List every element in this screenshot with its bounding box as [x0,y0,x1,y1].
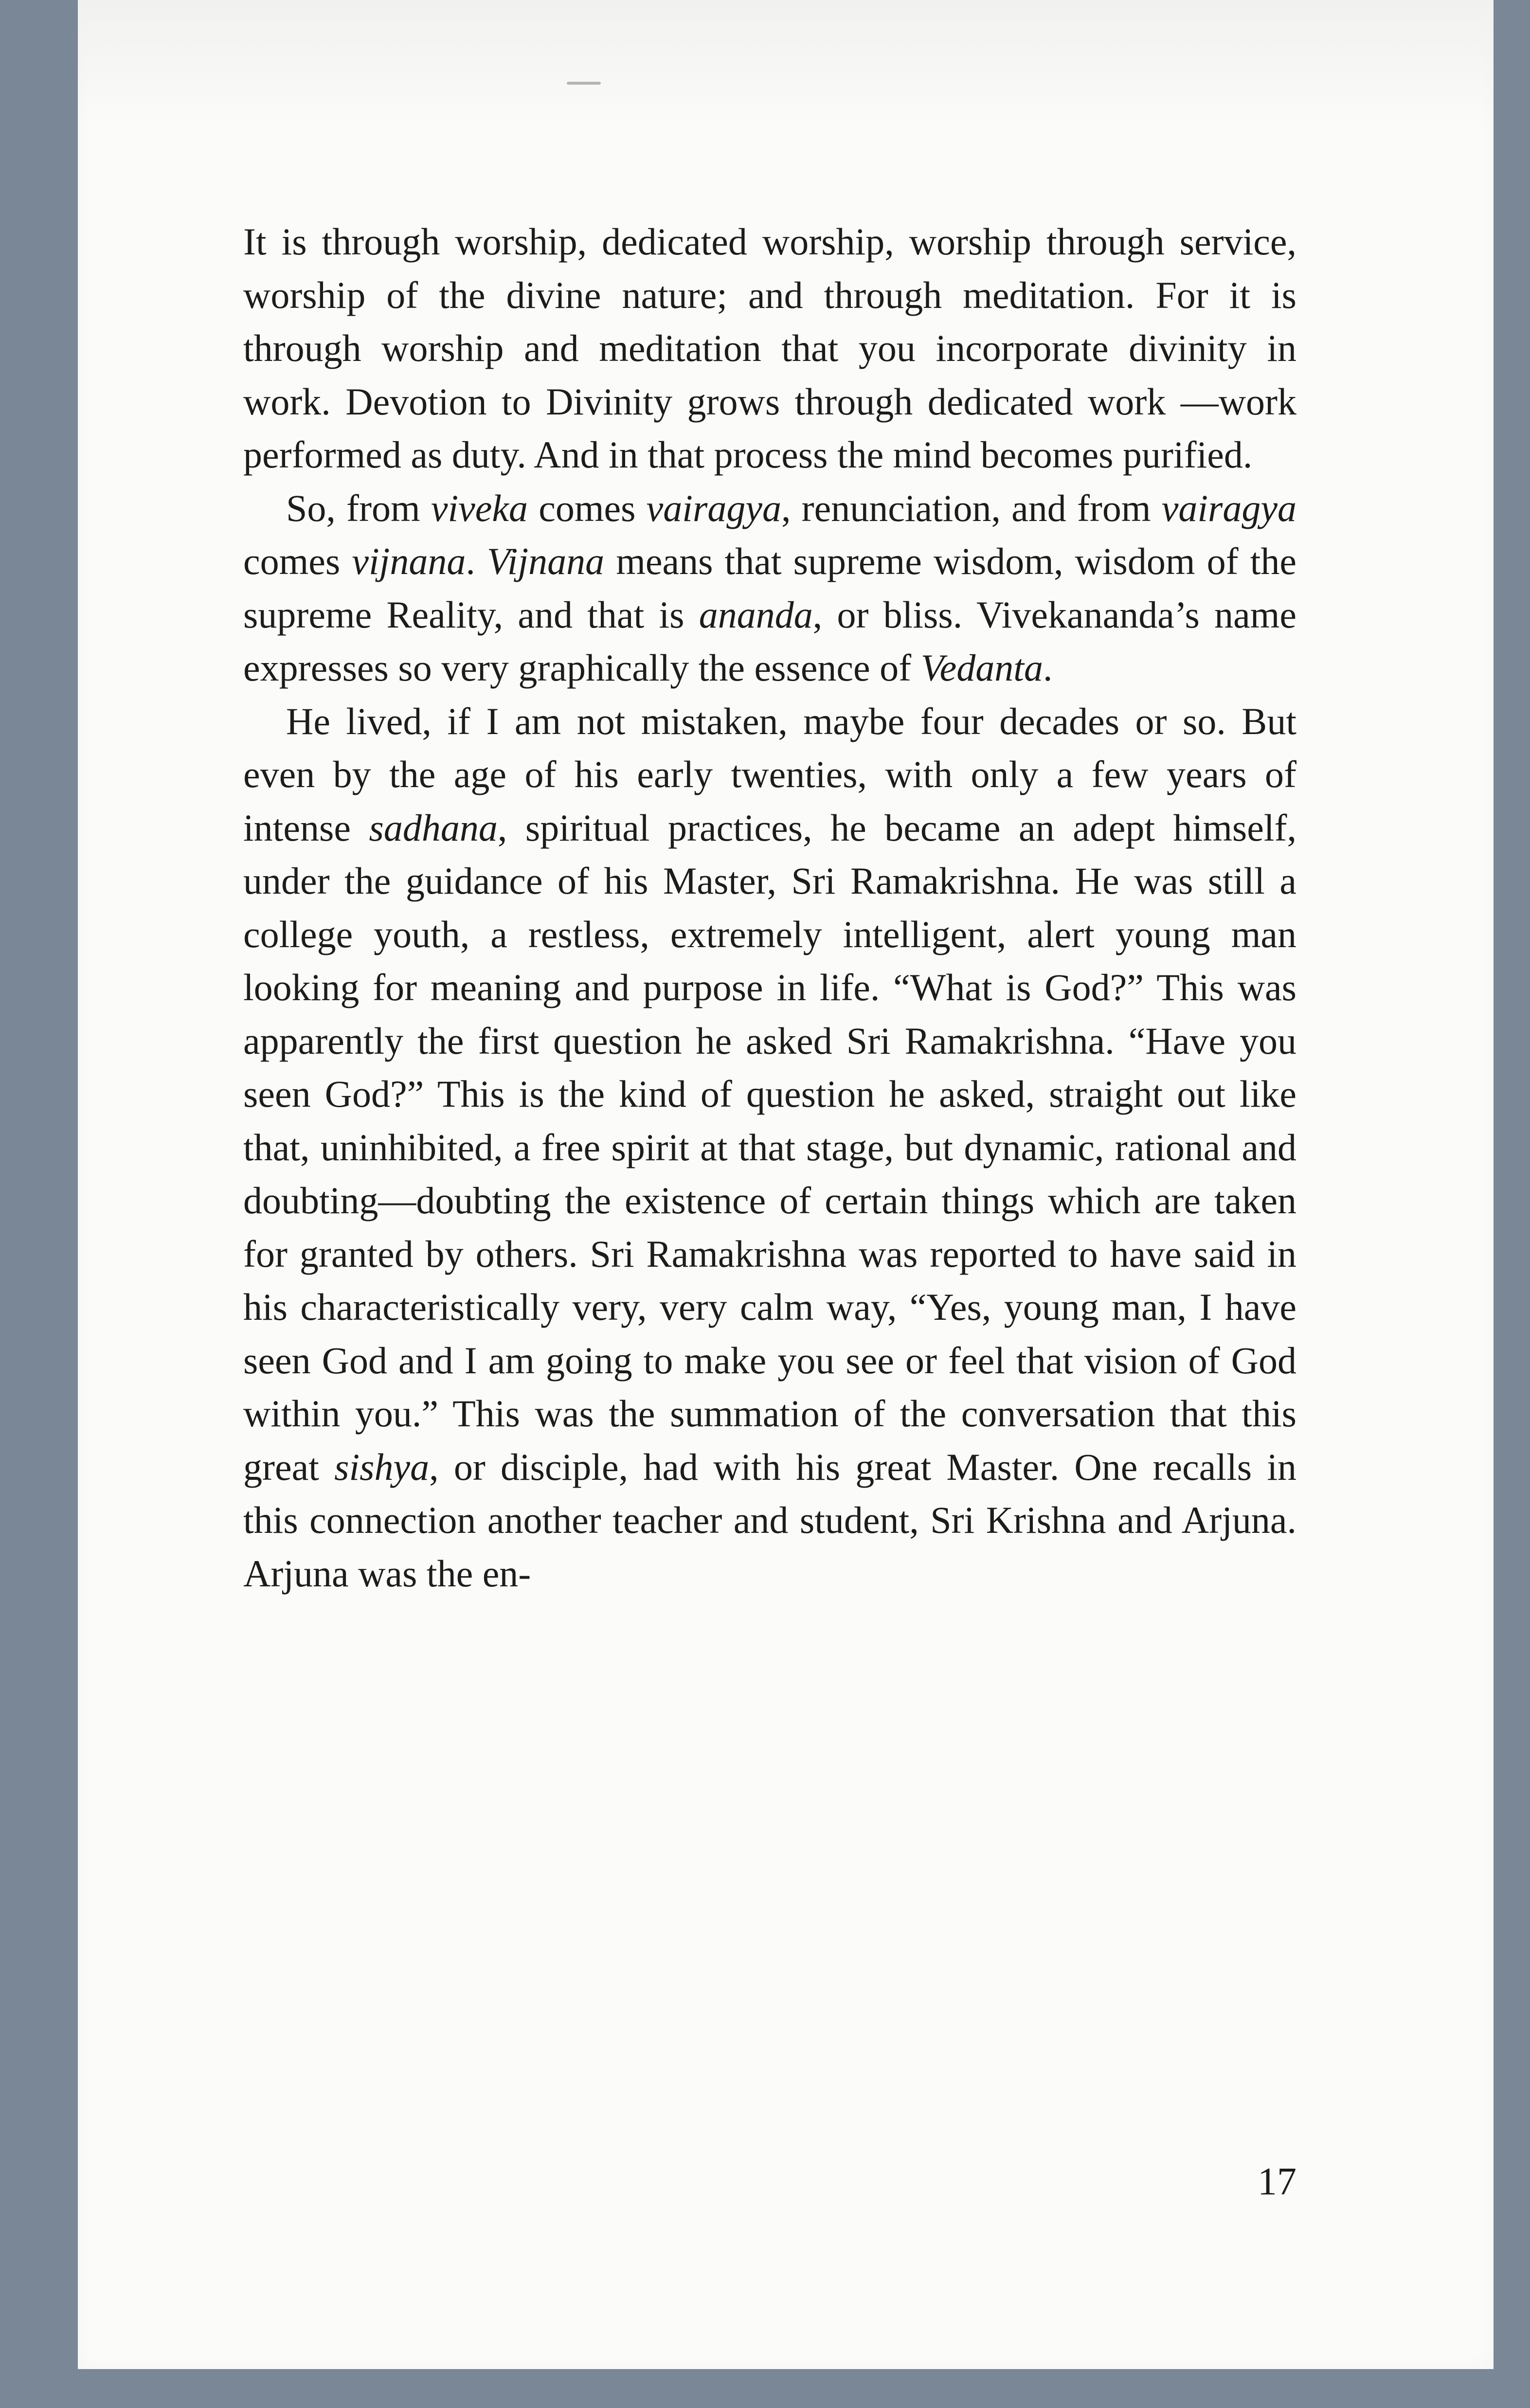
text-run: , or bliss. Vivekananda’s name expresses so very graphically the essence of [243,593,1296,689]
text-run: . [466,540,487,582]
text-run: So, from [286,486,431,529]
text-run: comes [528,486,647,529]
italic-term: Vijnana [486,540,605,582]
text-run: It is through worship, dedicated worship, worship through service, worship of the divine nature; and through meditation. For it is through worship and meditation that you incorporate divinity in work. Devotion to Divinity grows through dedicated work —work performed as duty. And in that process the mind becomes purified. [243,220,1296,476]
italic-term: vairagya [646,486,781,529]
italic-term: vijnana [352,540,466,582]
body-text [243,215,1296,1600]
text-run: . [1043,647,1053,689]
paragraph-3 [243,695,1296,1600]
italic-term: viveka [431,486,528,529]
book-page [78,0,1494,2369]
text-run: comes [243,540,352,582]
scan-mark [567,82,601,85]
text-run: means that supreme wisdom, wisdom of the supreme Reality, and that is [243,540,1297,636]
italic-term: Vedanta [920,647,1043,689]
italic-term: ananda [699,593,813,636]
text-run: , or disciple, had with his great Master. One recalls in this connection another teacher and student, Sri Krishna and Arjuna. Arjuna was the en- [243,1445,1296,1595]
paragraph-2 [243,482,1296,695]
text-run: , renunciation, and from [781,486,1162,529]
page-number: 17 [1258,2160,1296,2203]
page-top-shading [78,0,1494,126]
text-run: He lived, if I am not mistaken, maybe four decades or so. But even by the age of his early twenties, with only a few years of intense [243,700,1296,849]
scan-border [1518,0,1530,2408]
italic-term: sadhana [369,806,498,849]
paragraph-1 [243,215,1296,482]
italic-term: sishya [334,1445,430,1488]
text-run: , spiritual practices, he became an adept himself, under the guidance of his Master, Sri Ramakrishna. He was still a college youth, a restless, extremely intelligent, alert young man looking for meaning and purpose in life. “What is God?” This was apparently the first question he asked Sri Ramakrishna. “Have you seen God?” This is the kind of question he asked, straight out like that, uninhibited, a free spirit at that stage, but dynamic, rational and doubting—doubting the existence of certain things which are taken for granted by others. Sri Ramakrishna was reported to have said in his characteristically very, very calm way, “Yes, young man, I have seen God and I am going to make you see or feel that vision of God within you.” This was the summation of the conversation that this great [243,806,1296,1488]
italic-term: vairagya [1161,486,1297,529]
